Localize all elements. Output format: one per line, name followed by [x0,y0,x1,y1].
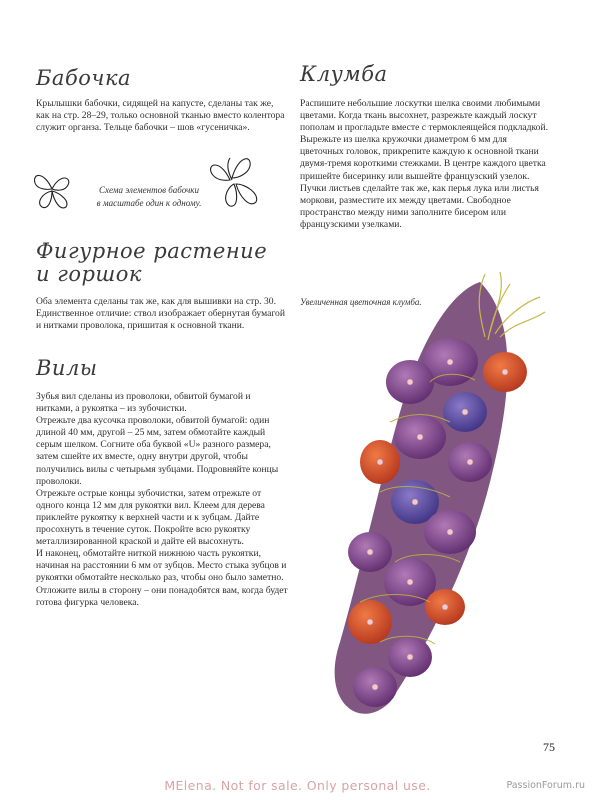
butterfly-heading: Бабочка [36,66,132,90]
flowerbed-heading: Клумба [300,62,388,86]
butterfly-wings-left-icon [30,165,76,213]
butterfly-wings-right-icon [206,150,264,212]
plant-heading [36,240,267,286]
butterfly-text: Крылышки бабочки, сидящей на капусте, сделаны так же, как на стр. 28–29, только основной тканью вместо колентора служит органза. Тельце бабочки – шов «гусеничка». [36,98,285,134]
pitchfork-heading: Вилы [36,356,98,380]
butterfly-caption [84,184,214,210]
page-number: 75 [543,740,555,754]
watermark-text: MElena. Not for sale. Only personal use. [164,778,431,793]
plant-heading-line1: Фигурное растение [36,239,268,263]
flowerbed-illustration [300,262,560,732]
flowerbed-text: Распишите небольшие лоскутки шелка своими любимыми цветами. Когда ткань высохнет, разрежьте каждый лоскут пополам и прогладьте вместе с термоклеящейся подкладкой. Вырежьте из шелка кружочки диаметром 6 мм для цветочных головок, прикрепите каждую к основной ткани двумя-тремя короткими стежками. В центре каждого цветка пришейте бисеринку или вышейте французский узелок. Пучки листьев сделайте так же, как перья лука или листья моркови, разместите их между цветами. Свободное пространство между ними заполните бисером или французскими узелками. [300,98,549,230]
watermark-site: PassionForum.ru [506,780,585,791]
pitchfork-text: Зубья вил сделаны из проволоки, обвитой бумагой и нитками, а рукоятка – из зубочистки. Отрежьте два кусочка проволоки, обвитой бумагой: один длиной 40 мм, другой – 25 мм, затем обмотайте каждый серым шелком. Согните оба буквой «U» разного размера, затем сшейте их вместе, одну внутри другой, чтобы получились вилы с четырьмя зубцами. Подровняйте концы проволоки. Отрежьте острые концы зубочистки, затем отрежьте от одного конца 12 мм для рукоятки вил. Клеем для дерева приклейте рукоятку к верхней части и к зубцам. Дайте просохнуть в течение суток. Покройте всю рукоятку металлизированной краской и дайте ей высохнуть. И наконец, обмотайте ниткой нижнюю часть рукоятки, начиная на расстоянии 6 мм от зубцов. Место стыка зубцов и рукоятки обмотайте несколько раз, чтобы оно было заметно. Отложите вилы в сторону – они понадобятся вам, когда будет готова фигурка человека. [36,391,288,608]
butterfly-caption-line2: в масштабе один к одному. [96,198,202,208]
plant-heading-line2: и горшок [36,262,142,286]
flowerbed-caption: Увеличенная цветочная клумба. [300,297,422,307]
butterfly-caption-line1: Схема элементов бабочки [99,185,199,195]
plant-text: Оба элемента сделаны так же, как для вышивки на стр. 30. Единственное отличие: ствол изображает обернутая бумагой и нитками проволока, пришитая к основной ткани. [36,296,285,332]
